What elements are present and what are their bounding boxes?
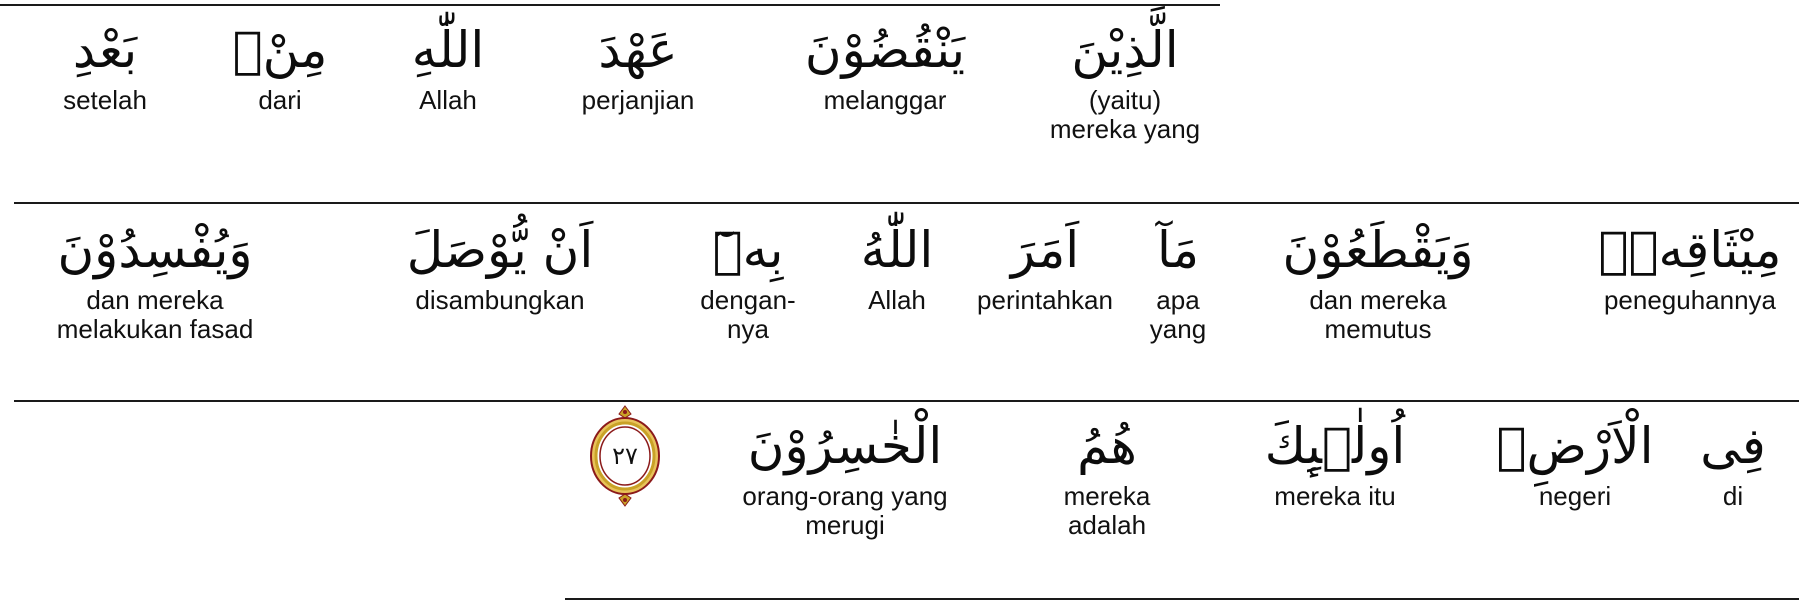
row-divider-2 [14,400,1799,402]
word-allahi [412,20,485,115]
arabic-word: اَنْ يُّوْصَلَ [406,221,594,279]
arabic-word: مِيْثَاقِهٖۖ [1598,221,1782,279]
arabic-word: اللّٰهُ [860,221,934,279]
word-amara [977,220,1113,315]
arabic-word: مَآ [1156,221,1200,279]
translation: dengan- nya [700,285,796,345]
word-ulaika [1265,416,1406,511]
translation: negeri [1538,481,1612,511]
arabic-word: وَيَقْطَعُوْنَ [1282,221,1474,279]
arabic-word: عَهْدَ [598,21,678,79]
translation: Allah [868,285,926,315]
word-alardi [1496,416,1653,511]
translation: disambungkan [415,285,585,315]
translation: mereka itu [1274,481,1396,511]
arabic-word: اُولٰۤىِٕكَ [1264,417,1406,475]
translation: peneguhannya [1603,285,1777,315]
word-bihi [700,220,795,344]
translation: perjanjian [581,85,695,115]
translation: melanggar [823,85,947,115]
word-ahda [582,20,695,115]
arabic-word: الْاَرْضِۗ [1496,417,1654,475]
arabic-word: اَمَرَ [1010,221,1080,279]
bottom-rule [565,598,1799,600]
arabic-word: بِهٖٓ [712,221,784,279]
translation: dari [258,85,302,115]
translation: apa yang [1149,285,1207,345]
arabic-word: يَنْقُضُوْنَ [804,21,966,79]
word-wayufsiduna [57,220,254,344]
word-wayaqtauna [1282,220,1473,344]
word-badi [63,20,147,115]
translation: perintahkan [977,285,1113,315]
arabic-word: اللّٰهِ [411,21,485,79]
arabic-word: وَيُفْسِدُوْنَ [57,221,253,279]
word-allahu [861,220,934,315]
top-rule [0,4,1220,6]
arabic-word: الْخٰسِرُوْنَ [747,417,943,475]
row-divider-1 [14,202,1799,204]
word-yanqudhuna [805,20,965,115]
verse-marker-ornament-icon [587,404,663,508]
word-fi [1700,416,1766,511]
word-humu [1064,416,1151,540]
arabic-word: مِنْۢ [232,21,328,79]
translation: setelah [63,85,147,115]
word-an-yushala [407,220,594,315]
verse-number: ٢٧ [612,442,638,470]
word-ma [1150,220,1206,344]
word-min [233,20,328,115]
translation: di [1722,481,1744,511]
translation: Allah [419,85,477,115]
word-alladzina [1050,20,1200,144]
verse-marker [587,404,663,512]
translation: orang-orang yang merugi [742,481,948,541]
translation: dan mereka memutus [1309,285,1447,345]
arabic-word: هُمُ [1077,417,1137,475]
word-mitsaqihi [1599,220,1782,315]
arabic-word: فِى [1700,417,1766,475]
translation: dan mereka melakukan fasad [56,285,254,345]
arabic-word: بَعْدِ [72,21,138,79]
translation: mereka adalah [1063,481,1151,541]
translation: (yaitu) mereka yang [1049,85,1201,145]
arabic-word: الَّذِيْنَ [1071,21,1179,79]
word-alkhasiruna [742,416,947,540]
